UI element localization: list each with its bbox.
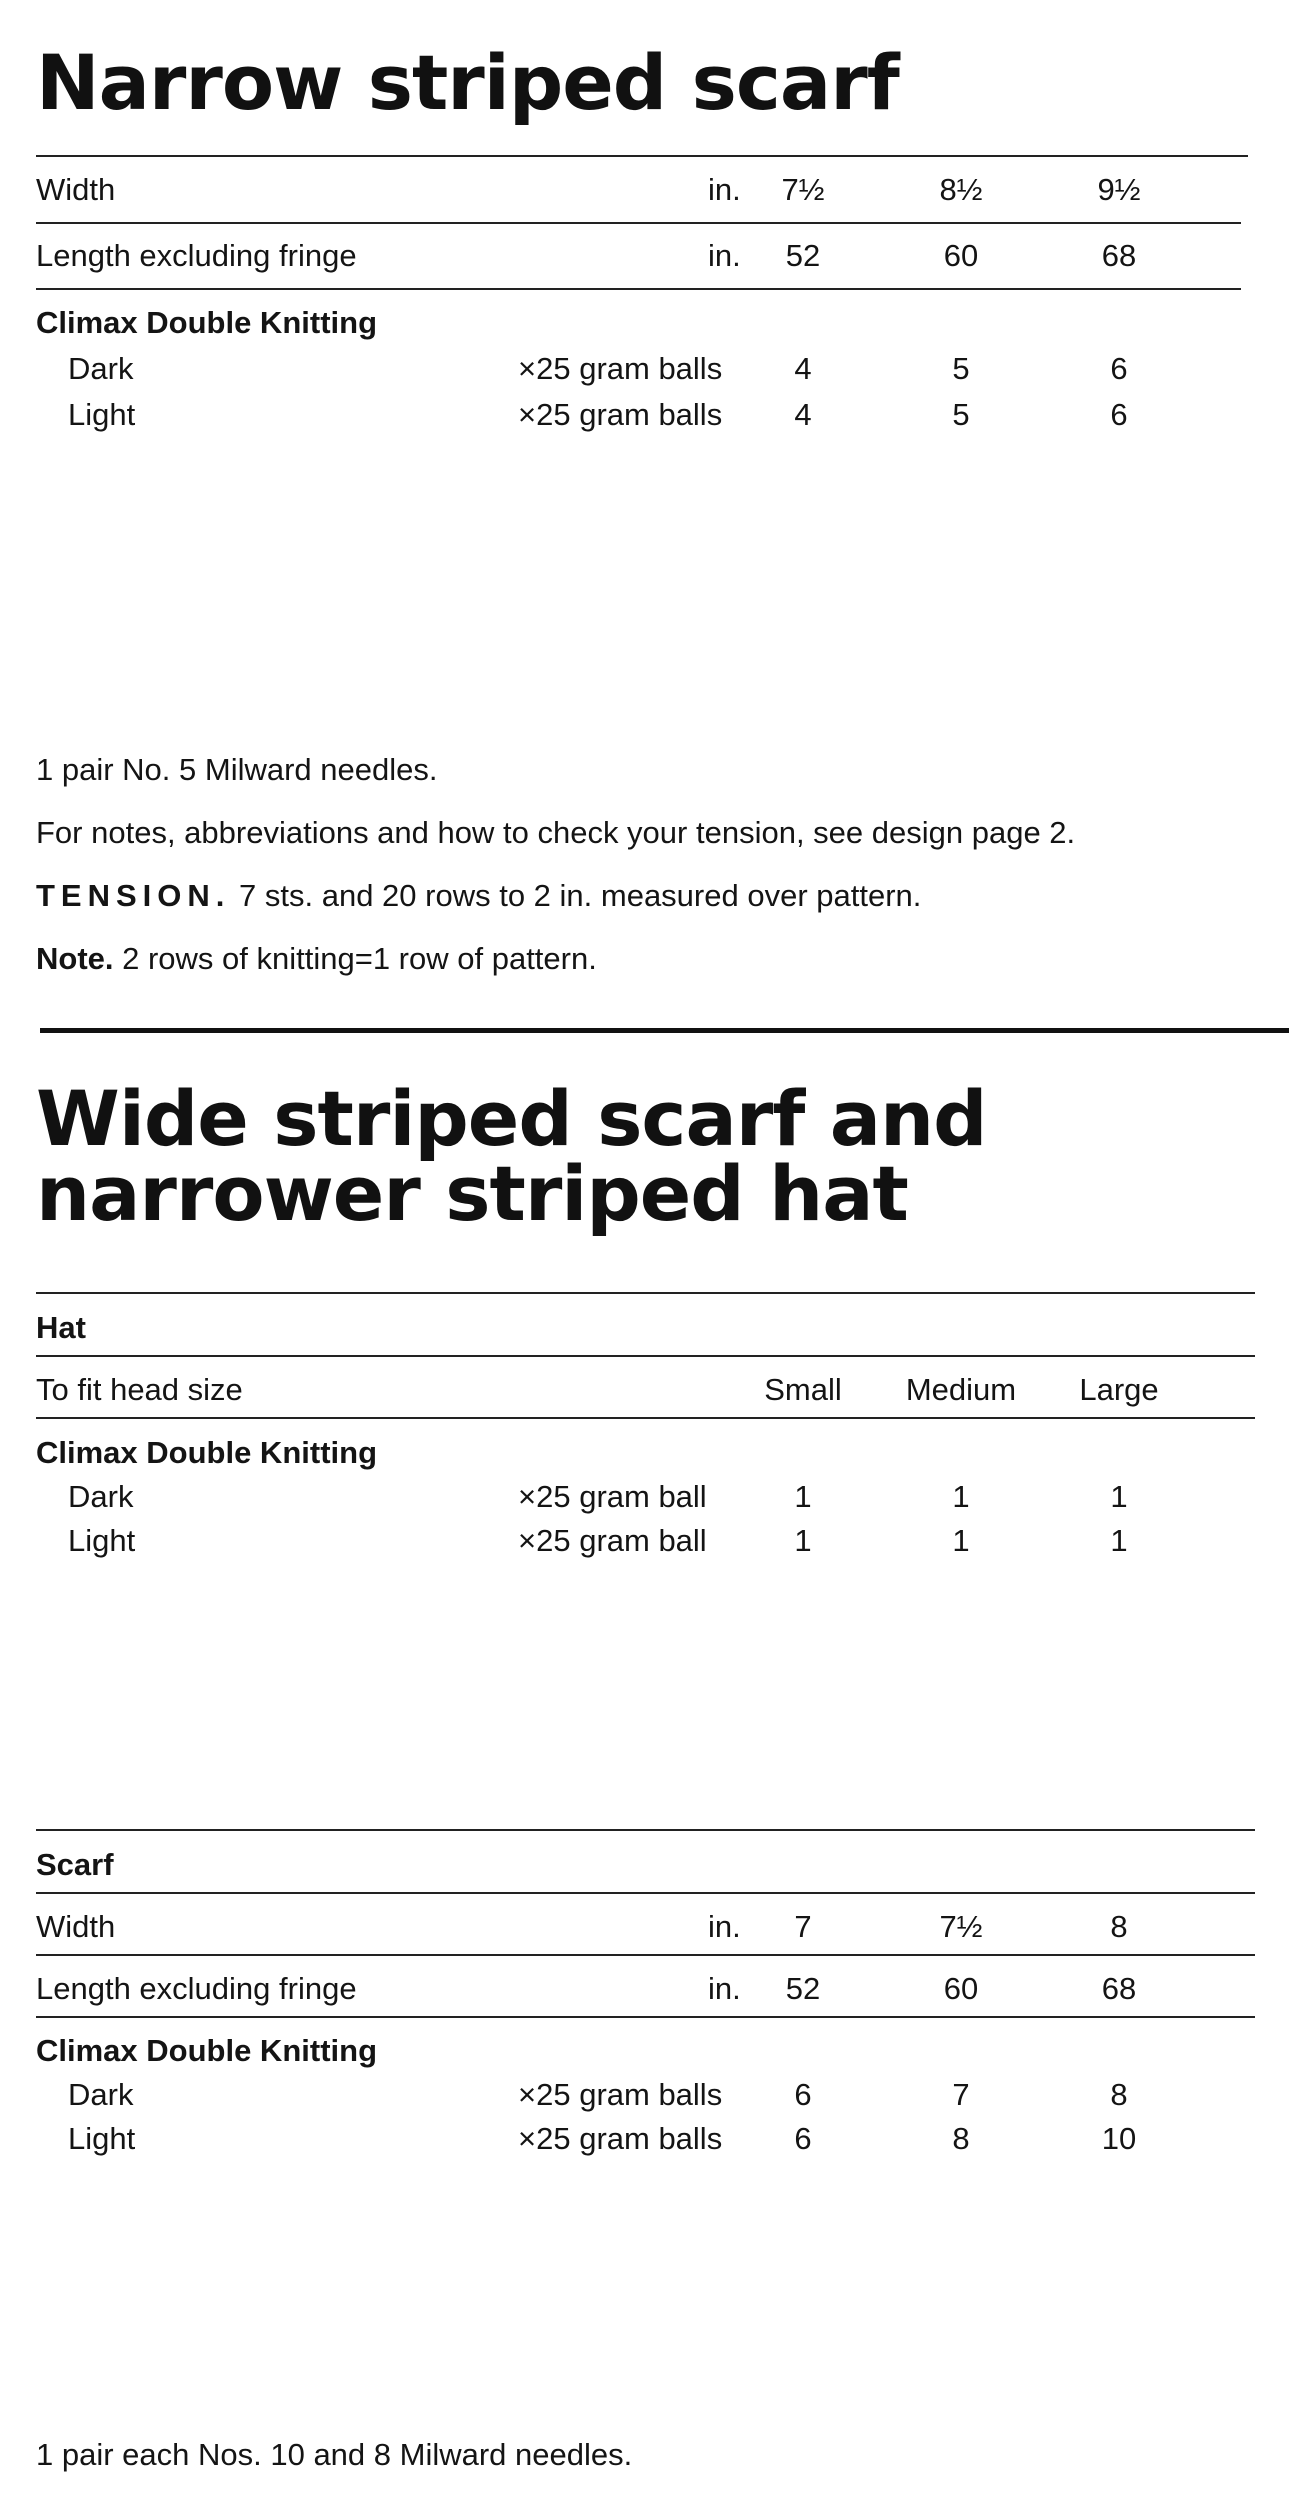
size-2-value: 7½ [939,1909,983,1944]
size-3-value: 9½ [1097,172,1141,207]
scarf-heading-row [0,1845,1289,1885]
narrow-yarn-heading-row [0,303,1289,343]
narrow-light-row [0,395,1289,435]
hat-size-row [0,1370,1289,1410]
tension-label: TENSION. [36,878,231,913]
divider [36,222,1241,224]
scarf-light-row [0,2119,1289,2159]
size-2-value: 8 [952,2121,970,2156]
size-2-value: 7 [952,2077,970,2112]
note-value: 2 rows of knitting=1 row of pattern. [113,941,597,976]
section-divider [40,1028,1289,1033]
size-2-value: 1 [952,1523,970,1558]
divider [36,1417,1255,1419]
note-text [36,939,597,979]
size-3-value: Large [1079,1372,1159,1407]
size-3-value: 1 [1110,1479,1128,1514]
narrow-scarf-title: Narrow striped scarf [36,38,899,127]
row-label: Width [36,1909,116,1944]
row-unit: in. [708,1909,741,1944]
notes-text: For notes, abbreviations and how to check your tension, see design page 2. [36,815,1076,850]
scarf-width-row [0,1907,1289,1947]
wide-scarf-title-line2: narrower striped hat [36,1149,908,1238]
size-2-value: 60 [943,238,979,273]
narrow-length-row [0,236,1289,276]
scarf-length-row [0,1969,1289,2009]
narrow-width-row [0,170,1289,210]
hat-yarn-heading-row [0,1433,1289,1473]
size-3-value: 10 [1101,2121,1137,2156]
divider [36,1355,1255,1357]
tension-value: 7 sts. and 20 rows to 2 in. measured over pattern. [230,878,922,913]
row-unit: ×25 gram balls [518,351,723,386]
size-2-value: 5 [952,351,970,386]
divider [36,1829,1255,1831]
divider [36,1892,1255,1894]
size-1-value: Small [764,1372,842,1407]
size-1-value: 6 [794,2077,812,2112]
size-3-value: 68 [1101,238,1137,273]
size-3-value: 1 [1110,1523,1128,1558]
row-unit: ×25 gram ball [518,1523,707,1558]
note-label: Note. [36,941,114,976]
size-2-value: 60 [943,1971,979,2006]
scarf-dark-row [0,2075,1289,2115]
size-1-value: 1 [794,1479,812,1514]
divider [36,2016,1255,2018]
divider [36,288,1241,290]
yarn-heading: Climax Double Knitting [36,1435,377,1470]
tension-text [36,876,921,916]
size-2-value: 5 [952,397,970,432]
yarn-heading: Climax Double Knitting [36,2033,377,2068]
size-2-value: 1 [952,1479,970,1514]
size-1-value: 6 [794,2121,812,2156]
row-unit: ×25 gram balls [518,397,723,432]
narrow-dark-row [0,349,1289,389]
scarf-heading: Scarf [36,1847,114,1882]
row-label: Width [36,172,116,207]
yarn-heading: Climax Double Knitting [36,305,377,340]
row-label: Light [68,1523,136,1558]
row-label: Light [68,2121,136,2156]
row-label: Length excluding fringe [36,1971,357,2006]
needles-text: 1 pair No. 5 Milward needles. [36,752,438,787]
row-label: To fit head size [36,1372,243,1407]
hat-dark-row [0,1477,1289,1517]
row-unit: in. [708,238,741,273]
hat-light-row [0,1521,1289,1561]
divider [36,1954,1255,1956]
size-3-value: 68 [1101,1971,1137,2006]
size-2-value: 8½ [939,172,983,207]
row-unit: in. [708,172,741,207]
row-label: Light [68,397,136,432]
row-label: Dark [68,1479,134,1514]
size-3-value: 6 [1110,397,1128,432]
size-2-value: Medium [905,1372,1017,1407]
scarf-yarn-heading-row [0,2031,1289,2071]
divider [36,1292,1255,1294]
size-1-value: 7½ [781,172,825,207]
size-3-value: 8 [1110,2077,1128,2112]
row-unit: in. [708,1971,741,2006]
size-1-value: 7 [794,1909,812,1944]
size-1-value: 52 [785,1971,821,2006]
divider [36,155,1248,157]
size-1-value: 4 [794,351,812,386]
size-1-value: 4 [794,397,812,432]
size-1-value: 1 [794,1523,812,1558]
row-unit: ×25 gram balls [518,2077,723,2112]
row-unit: ×25 gram balls [518,2121,723,2156]
wide-needles-text: 1 pair each Nos. 10 and 8 Milward needles. [36,2437,633,2472]
hat-heading: Hat [36,1310,86,1345]
size-1-value: 52 [785,238,821,273]
hat-heading-row [0,1308,1289,1348]
wide-scarf-title-line1: Wide striped scarf and [36,1074,987,1163]
size-3-value: 6 [1110,351,1128,386]
size-3-value: 8 [1110,1909,1128,1944]
row-unit: ×25 gram ball [518,1479,707,1514]
row-label: Dark [68,2077,134,2112]
row-label: Dark [68,351,134,386]
row-label: Length excluding fringe [36,238,357,273]
